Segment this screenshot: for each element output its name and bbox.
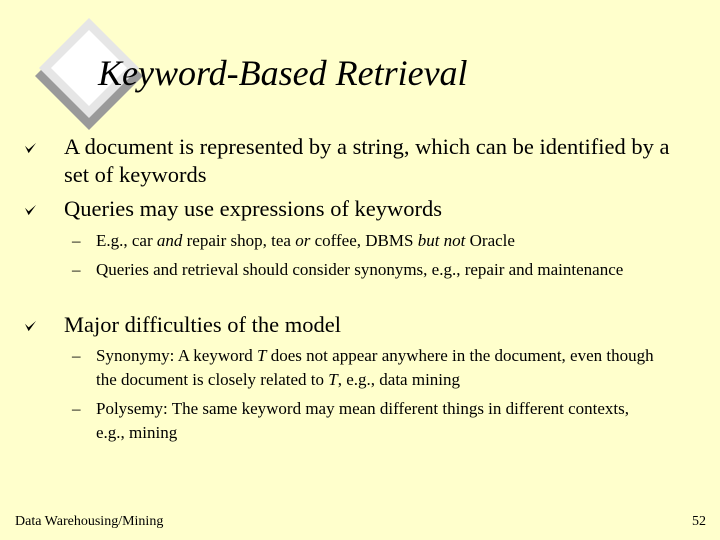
text-segment: does not appear anywhere in the document, even though the document is closely related to <box>96 346 654 389</box>
sub-bullet-item-2-2 <box>72 258 656 282</box>
slide-title: Keyword-Based Retrieval <box>98 53 468 93</box>
italic-text-segment: T <box>328 370 338 389</box>
checkmark-bullet-icon <box>24 320 37 333</box>
text-segment: coffee, DBMS <box>310 231 418 250</box>
text-segment: Polysemy: The same keyword may mean different things in different contexts, e.g., mining <box>96 399 630 442</box>
checkmark-bullet-icon <box>24 204 37 217</box>
sub-bullet-item-3-2 <box>72 397 656 445</box>
bullet-item-3 <box>64 311 684 339</box>
text-segment: repair shop, tea <box>182 231 296 250</box>
sub-bullet-item-3-1 <box>72 344 656 392</box>
text-segment: Queries and retrieval should consider synonyms, e.g., repair and maintenance <box>96 260 624 279</box>
bullet-item-1 <box>64 133 684 189</box>
dash-marker: – <box>72 346 81 365</box>
text-segment: E.g., car <box>96 231 157 250</box>
sub-bullet-text <box>96 231 515 250</box>
italic-text-segment: T <box>257 346 267 365</box>
sub-bullet-item-2-1 <box>72 229 656 253</box>
footer-course-title: Data Warehousing/Mining <box>15 514 164 529</box>
dash-marker: – <box>72 260 81 279</box>
sub-bullet-text <box>96 260 623 279</box>
text-segment: Synonymy: A keyword <box>96 346 258 365</box>
italic-text-segment: but not <box>417 231 466 250</box>
dash-marker: – <box>72 399 81 418</box>
text-segment: Oracle <box>465 231 515 250</box>
sub-bullet-text <box>96 346 654 389</box>
slide-number: 52 <box>692 514 706 529</box>
sub-bullet-text <box>96 399 629 442</box>
bullet-text: A document is represented by a string, which can be identified by a set of keywords <box>64 134 670 187</box>
checkmark-bullet-icon <box>24 142 37 155</box>
bullet-text: Major difficulties of the model <box>64 312 342 337</box>
italic-text-segment: and <box>156 231 183 250</box>
italic-text-segment: or <box>295 231 311 250</box>
dash-marker: – <box>72 231 81 250</box>
text-segment: , e.g., data mining <box>337 370 461 389</box>
bullet-item-2 <box>64 195 684 223</box>
bullet-text: Queries may use expressions of keywords <box>64 196 443 221</box>
